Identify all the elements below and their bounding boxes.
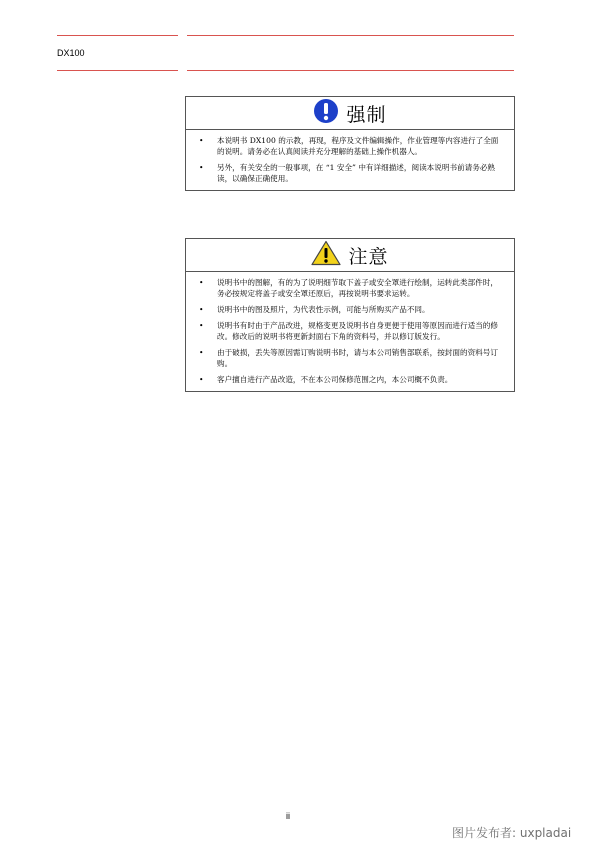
caution-title: 注意 bbox=[348, 245, 389, 268]
mandatory-item: • 本说明书 DX100 的示教，再现，程序及文件编辑操作，作业管理等内容进行了全面的说明。请务必在认真阅读并充分理解的基础上操作机器人。 bbox=[199, 136, 499, 156]
mandatory-title: 强制 bbox=[346, 103, 387, 126]
caution-item: • 说明书有时由于产品改进，规格变更及说明书自身更便于使用等原因而进行适当的修改。修改后的说明书将更新封面右下角的资料号，并以修订版发行。 bbox=[199, 321, 498, 341]
caution-body bbox=[186, 272, 514, 391]
bullet-icon: • bbox=[199, 321, 204, 330]
doc-model-label: DX100 bbox=[57, 48, 85, 58]
exclamation-circle-icon bbox=[313, 98, 339, 128]
bullet-icon: • bbox=[199, 136, 204, 145]
caution-box bbox=[185, 238, 515, 392]
page-number: ii bbox=[286, 811, 290, 821]
bullet-icon: • bbox=[199, 375, 204, 384]
caution-item: • 说明书中的图及照片，为代表性示例，可能与所购买产品不同。 bbox=[199, 305, 430, 314]
mandatory-header bbox=[186, 97, 514, 130]
header-rule-top-right bbox=[187, 35, 514, 36]
header-rule-top-left bbox=[57, 35, 178, 36]
caution-header bbox=[186, 239, 514, 272]
mandatory-item: • 另外，有关安全的一般事项，在 “1 安全” 中有详细描述，阅读本说明书前请务必熟读，以确保正确使用。 bbox=[199, 163, 496, 183]
bullet-icon: • bbox=[199, 348, 204, 357]
header-rule-bottom-left bbox=[57, 70, 178, 71]
publisher-watermark: 图片发布者: uxpladai bbox=[452, 826, 572, 840]
mandatory-box bbox=[185, 96, 515, 191]
caution-item: • 由于破损，丢失等原因需订购说明书时，请与本公司销售部联系，按封面的资料号订购。 bbox=[199, 348, 498, 368]
warning-triangle-icon bbox=[311, 240, 341, 270]
bullet-icon: • bbox=[199, 163, 204, 172]
bullet-icon: • bbox=[199, 278, 204, 287]
header-rule-bottom-right bbox=[187, 70, 514, 71]
caution-item: • 客户擅自进行产品改造，不在本公司保修范围之内，本公司概不负责。 bbox=[199, 375, 453, 384]
bullet-icon: • bbox=[199, 305, 204, 314]
mandatory-body bbox=[186, 130, 514, 190]
caution-item: • 说明书中的图解，有的为了说明细节取下盖子或安全罩进行绘制，运转此类部件时，务必按规定将盖子或安全罩还原后，再按说明书要求运转。 bbox=[199, 278, 498, 298]
